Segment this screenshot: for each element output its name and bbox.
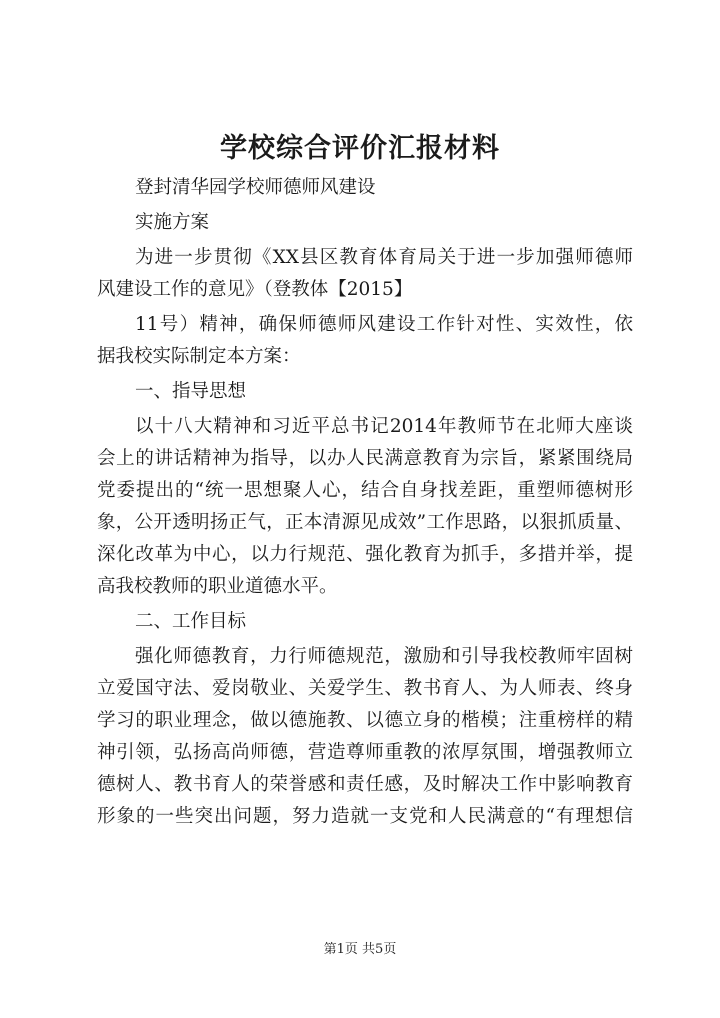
paragraph-line: 神引领，弘扬高尚师德，营造尊师重教的浓厚氛围，增强教师立 — [97, 742, 633, 763]
paragraph-line: 学习的职业理念，做以德施教、以德立身的楷模；注重榜样的精 — [97, 710, 633, 731]
document-title: 学校综合评价汇报材料 — [220, 133, 500, 164]
document-body — [97, 172, 633, 833]
section-heading: 一、指导思想 — [135, 381, 247, 402]
paragraph-line: 11号）精神，确保师德师风建设工作针对性、实效性，依 — [135, 314, 633, 335]
paragraph-line: 德树人、教书育人的荣誉感和责任感，及时解决工作中影响教育 — [97, 774, 633, 795]
paragraph-line: 象，公开透明扬正气，正本清源见成效”工作思路，以狠抓质量、 — [97, 512, 633, 533]
paragraph-line: 会上的讲话精神为指导，以办人民满意教育为宗旨，紧紧围绕局 — [97, 448, 633, 469]
paragraph-line: 强化师德教育，力行师德规范，激励和引导我校教师牢固树 — [135, 646, 633, 667]
paragraph-line: 高我校教师的职业道德水平。 — [97, 576, 338, 597]
paragraph-line: 实施方案 — [135, 212, 210, 233]
paragraph-line: 党委提出的“统一思想聚人心，结合自身找差距，重塑师德树形 — [97, 480, 633, 501]
paragraph-line: 形象的一些突出问题，努力造就一支党和人民满意的“有理想信 — [97, 806, 633, 827]
paragraph-line: 立爱国守法、爱岗敬业、关爱学生、教书育人、为人师表、终身 — [97, 678, 633, 699]
paragraph-line: 为进一步贯彻《XX县区教育体育局关于进一步加强师德师 — [135, 247, 633, 268]
paragraph-line: 深化改革为中心，以力行规范、强化教育为抓手，多措并举，提 — [97, 544, 633, 565]
paragraph-line: 据我校实际制定本方案： — [97, 346, 301, 367]
section-heading: 二、工作目标 — [135, 611, 247, 632]
paragraph-line: 风建设工作的意见》（登教体【2015】 — [97, 279, 413, 300]
page-footer: 第1页 共5页 — [323, 942, 397, 957]
paragraph-line: 以十八大精神和习近平总书记2014年教师节在北师大座谈 — [135, 416, 633, 437]
paragraph-line: 登封清华园学校师德师风建设 — [135, 177, 376, 198]
